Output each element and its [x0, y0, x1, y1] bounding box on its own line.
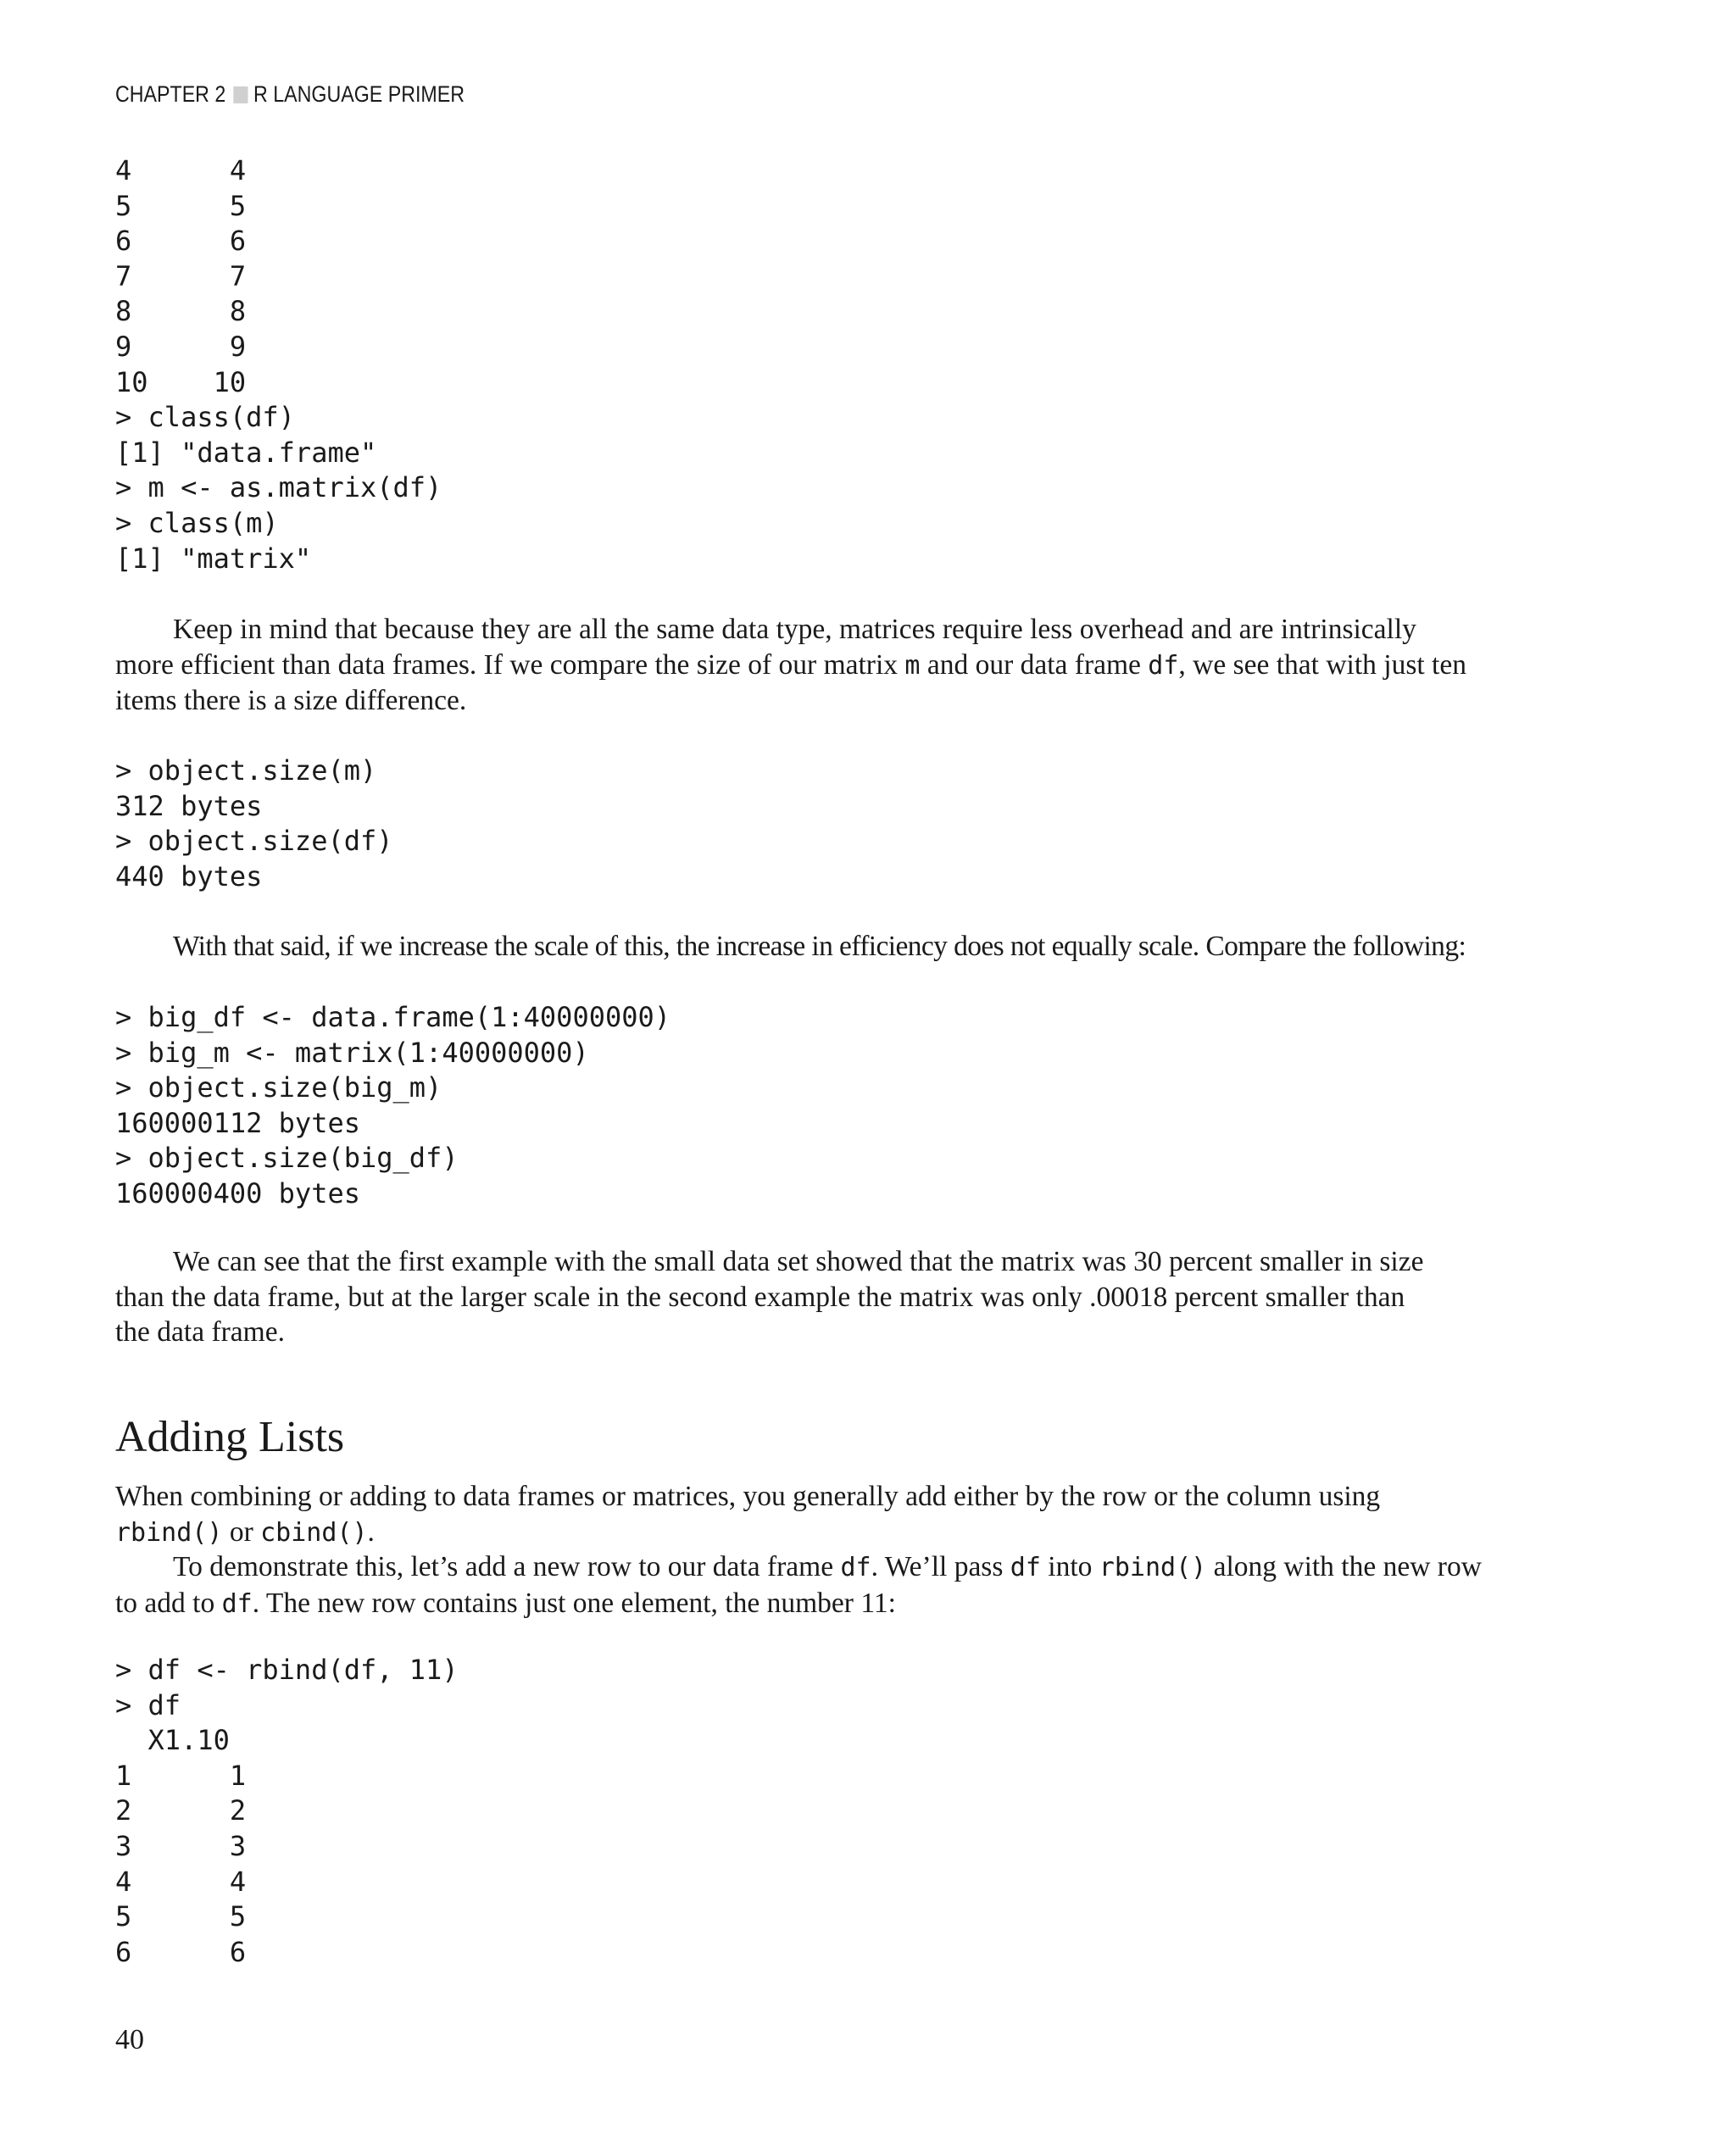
- text-run: . The new row contains just one element, the number 11:: [252, 1587, 896, 1619]
- code-line: 440 bytes: [115, 859, 263, 893]
- chapter-label: CHAPTER 2: [115, 81, 226, 107]
- code-block-3: [115, 1000, 670, 1212]
- text-run: . We’ll pass: [871, 1551, 1010, 1582]
- header-square-icon: [233, 86, 248, 103]
- code-block-2: [115, 754, 393, 894]
- text-run: along with the new row: [1206, 1551, 1482, 1582]
- inline-code: df: [1148, 650, 1179, 681]
- text-run: more efficient than data frames. If we compare the size of our matrix: [115, 648, 905, 681]
- code-line: > class(m): [115, 506, 279, 539]
- code-line: 7 7: [115, 259, 247, 292]
- code-line: > big_df <- data.frame(1:40000000): [115, 1001, 671, 1033]
- code-line: > object.size(df): [115, 825, 393, 858]
- text-run: .: [367, 1515, 375, 1548]
- inline-code: rbind(): [115, 1517, 223, 1548]
- inline-code: df: [840, 1553, 871, 1582]
- code-line: 9 9: [115, 330, 247, 363]
- inline-code: m: [904, 650, 921, 681]
- code-line: 6 6: [115, 1935, 247, 1968]
- paragraph-line: When combining or adding to data frames or matrices, you generally add either by the row or the column using: [115, 1481, 1381, 1512]
- chapter-title: R LANGUAGE PRIMER: [253, 81, 465, 107]
- code-line: 3 3: [115, 1829, 247, 1862]
- code-line: > object.size(big_m): [115, 1071, 442, 1104]
- text-run: to add to: [115, 1587, 222, 1619]
- text-run: and our data frame: [920, 648, 1149, 681]
- code-line: > class(df): [115, 401, 295, 434]
- section-heading: Adding Lists: [115, 1413, 345, 1461]
- code-line: > m <- as.matrix(df): [115, 471, 442, 504]
- page-number: 40: [115, 2024, 144, 2055]
- inline-code: df: [1010, 1553, 1041, 1582]
- inline-code: cbind(): [260, 1517, 368, 1548]
- paragraph-line: [115, 1549, 1556, 1586]
- paragraph-line: than the data frame, but at the larger scale in the second example the matrix was only .00018 percent smaller than: [115, 1281, 1405, 1313]
- code-line: 10 10: [115, 365, 247, 398]
- paragraph-line: [115, 648, 1556, 684]
- text-run: , we see that with just ten: [1178, 648, 1466, 681]
- text-run: or: [222, 1515, 261, 1548]
- paragraph-line: [115, 1586, 1556, 1622]
- paragraph-matrix-efficiency: [115, 612, 1556, 719]
- paragraph-line: [115, 1515, 1556, 1551]
- code-line: 4 4: [115, 154, 247, 186]
- code-line: 8 8: [115, 295, 247, 328]
- paragraph-line: items there is a size difference.: [115, 685, 467, 717]
- code-line: 312 bytes: [115, 789, 263, 822]
- code-line: > object.size(big_df): [115, 1142, 459, 1175]
- paragraph-line: We can see that the first example with the small data set showed that the matrix was 30 percent smaller in size: [173, 1246, 1424, 1277]
- code-line: 6 6: [115, 225, 247, 258]
- code-line: > df <- rbind(df, 11): [115, 1654, 459, 1686]
- code-block-4: [115, 1653, 459, 1970]
- code-block-1: [115, 153, 442, 576]
- paragraph-scale: [115, 929, 1556, 965]
- text-run: into: [1040, 1551, 1099, 1582]
- code-line: > df: [115, 1688, 181, 1721]
- code-line: > big_m <- matrix(1:40000000): [115, 1036, 589, 1069]
- code-line: 160000112 bytes: [115, 1106, 360, 1139]
- inline-code: df: [221, 1588, 253, 1619]
- paragraph-line: the data frame.: [115, 1316, 285, 1349]
- code-line: X1.10: [115, 1724, 230, 1757]
- paragraph-combining: [115, 1479, 1556, 1550]
- running-header: [115, 81, 465, 108]
- code-line: 2 2: [115, 1794, 247, 1827]
- paragraph-line: Keep in mind that because they are all the same data type, matrices require less overhead and are intrinsically: [173, 614, 1416, 645]
- code-line: 160000400 bytes: [115, 1176, 360, 1210]
- paragraph-comparison: [115, 1244, 1556, 1350]
- paragraph-line: With that said, if we increase the scale of this, the increase in efficiency does not equally scale. Compare the following:: [173, 931, 1466, 962]
- code-line: [1] "data.frame": [115, 436, 377, 469]
- book-page: [115, 0, 1624, 2141]
- code-line: 5 5: [115, 189, 247, 222]
- code-line: 5 5: [115, 1900, 247, 1933]
- code-line: [1] "matrix": [115, 542, 312, 575]
- paragraph-demonstrate: [115, 1549, 1556, 1621]
- code-line: 1 1: [115, 1759, 247, 1792]
- text-run: To demonstrate this, let’s add a new row to our data frame: [173, 1551, 841, 1582]
- code-line: > object.size(m): [115, 754, 377, 787]
- code-line: 4 4: [115, 1865, 247, 1898]
- inline-code: rbind(): [1099, 1553, 1207, 1582]
